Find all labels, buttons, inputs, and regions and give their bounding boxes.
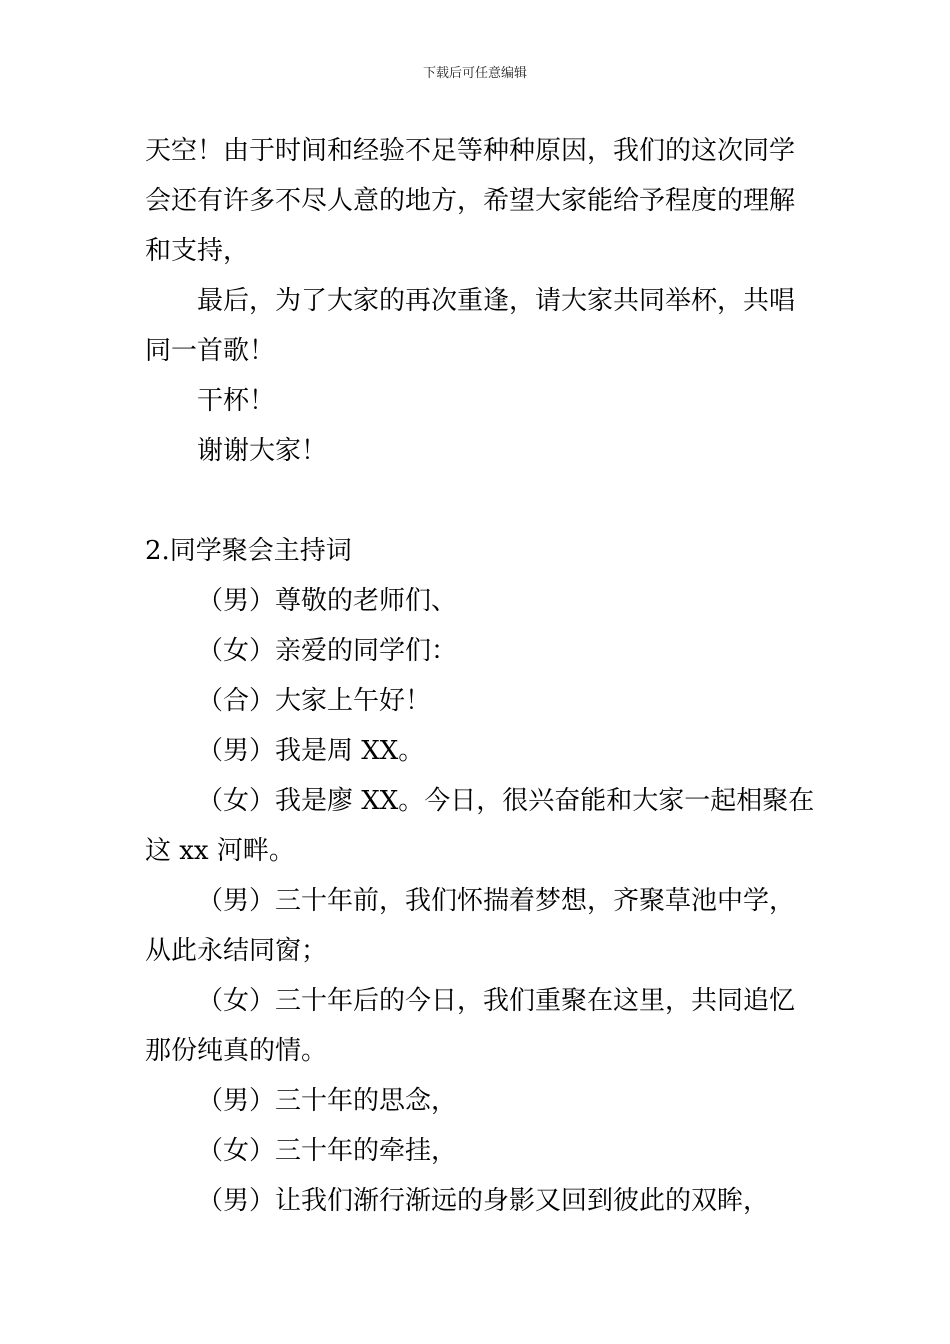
section-heading: 2.同学聚会主持词 xyxy=(145,536,352,566)
text-line: （男）三十年的思念， xyxy=(197,1086,458,1116)
text-line: （男）我是周 XX。 xyxy=(197,736,425,766)
text-line: （合）大家上午好！ xyxy=(197,686,432,716)
text-line: 最后，为了大家的再次重逢，请大家共同举杯，共唱 xyxy=(197,286,796,316)
text-line: 和支持， xyxy=(145,236,250,266)
text-line: 干杯！ xyxy=(197,386,276,416)
text-line: （男）让我们渐行渐远的身影又回到彼此的双眸， xyxy=(197,1186,770,1216)
blank-line xyxy=(145,476,810,526)
text-line: （男）尊敬的老师们、 xyxy=(197,586,458,616)
text-line: （女）亲爱的同学们： xyxy=(197,636,458,666)
text-line: 同一首歌！ xyxy=(145,336,276,366)
text-line: （男）三十年前，我们怀揣着梦想，齐聚草池中学， xyxy=(197,886,796,916)
document-body xyxy=(145,126,815,1226)
text-line: 会还有许多不尽人意的地方，希望大家能给予程度的理解 xyxy=(145,186,796,216)
text-line: 这 xx 河畔。 xyxy=(145,836,295,866)
text-line: 谢谢大家！ xyxy=(197,436,328,466)
text-line: 从此永结同窗； xyxy=(145,936,328,966)
text-line: （女）我是廖 XX。今日，很兴奋能和大家一起相聚在 xyxy=(197,786,815,816)
text-line: 天空！由于时间和经验不足等种种原因，我们的这次同学 xyxy=(145,136,796,166)
text-line: 那份纯真的情。 xyxy=(145,1036,328,1066)
text-line: （女）三十年后的今日，我们重聚在这里，共同追忆 xyxy=(197,986,796,1016)
text-line: （女）三十年的牵挂， xyxy=(197,1136,458,1166)
page-header: 下载后可任意编辑 xyxy=(422,66,527,81)
